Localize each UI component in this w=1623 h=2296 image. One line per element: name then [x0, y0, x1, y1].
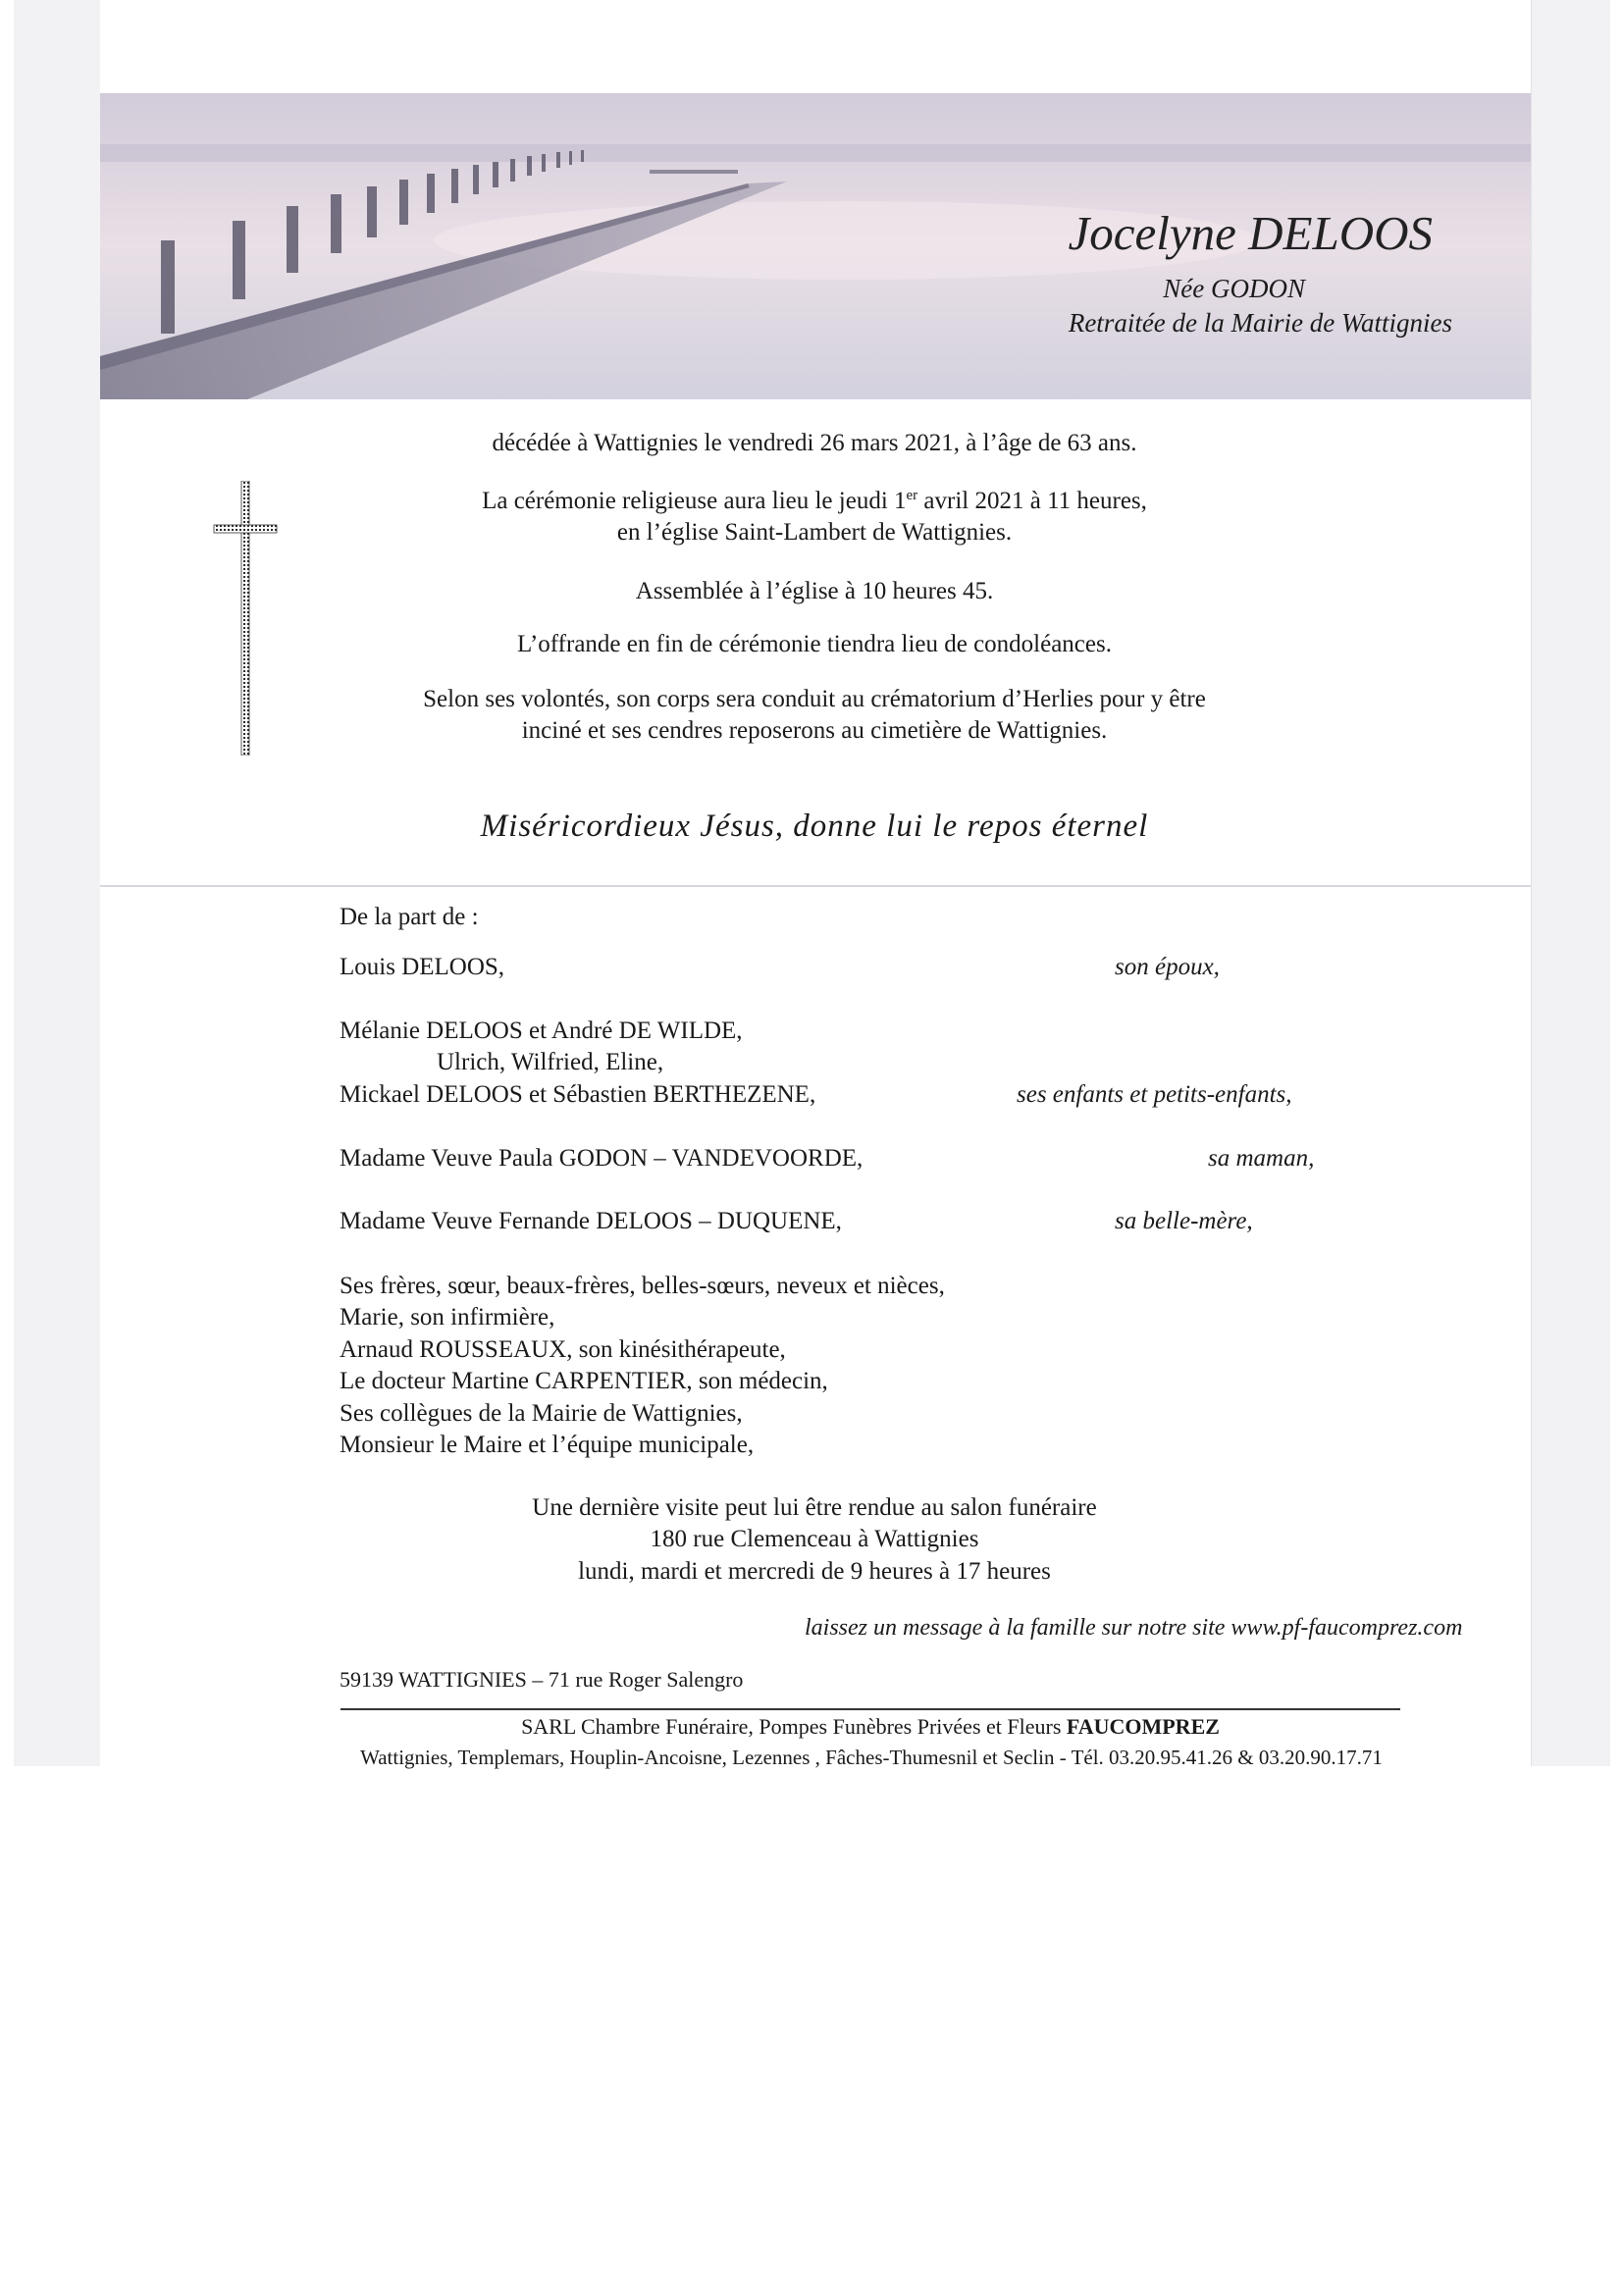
wishes-line-2: inciné et ses cendres reposerons au cimetière de Wattignies. — [521, 717, 1108, 744]
company-line — [340, 1713, 1400, 1741]
role-mother-in-law: sa belle-mère, — [1115, 1208, 1253, 1234]
ceremony-date-text: La cérémonie religieuse aura lieu le jeudi 1 — [482, 488, 907, 514]
wishes-line-1: Selon ses volontés, son corps sera conduit au crématorium d’Herlies pour y être — [423, 686, 1206, 712]
family-member-melanie: Mélanie DELOOS et André DE WILDE, — [340, 1018, 743, 1044]
family-others-line: Ses frères, sœur, beaux-frères, belles-sœurs, neveux et nièces, — [340, 1273, 945, 1299]
family-others-line: Ses collègues de la Mairie de Wattignies, — [340, 1400, 743, 1427]
company-name: FAUCOMPREZ — [1066, 1714, 1220, 1739]
family-member-paula: Madame Veuve Paula GODON – VANDEVOORDE, — [340, 1145, 864, 1172]
offering-line: L’offrande en fin de cérémonie tiendra lieu de condoléances. — [517, 631, 1112, 657]
maiden-name: Née GODON — [1163, 274, 1305, 303]
family-others-line: Marie, son infirmière, — [340, 1304, 555, 1331]
ordinal-suffix: er — [906, 488, 918, 503]
family-others-line: Arnaud ROUSSEAUX, son kinésithérapeute, — [340, 1336, 786, 1363]
deceased-name: Jocelyne DELOOS — [1068, 206, 1433, 260]
prayer-line: Miséricordieux Jésus, donne lui le repos éternel — [480, 809, 1149, 844]
cross-icon — [211, 481, 280, 756]
role-mother: sa maman, — [1208, 1145, 1315, 1172]
death-notice: décédée à Wattignies le vendredi 26 mars 2021, à l’âge de 63 ans. — [492, 430, 1137, 456]
ceremony-line-1 — [334, 486, 1295, 517]
family-member-fernande: Madame Veuve Fernande DELOOS – DUQUENE, — [340, 1208, 842, 1234]
family-member-louis: Louis DELOOS, — [340, 954, 505, 980]
footer-divider — [340, 1708, 1400, 1710]
company-description: SARL Chambre Funéraire, Pompes Funèbres Privées et Fleurs — [521, 1714, 1067, 1739]
company-towns-phone: Wattignies, Templemars, Houplin-Ancoisne, Lezennes , Fâches-Thumesnil et Seclin - Tél. 03.20.95.41.26 & 03.20.90.17.71 — [360, 1746, 1383, 1769]
visit-line-2: 180 rue Clemenceau à Wattignies — [650, 1526, 979, 1552]
ceremony-line-2: en l’église Saint-Lambert de Wattignies. — [616, 519, 1013, 546]
assembly-line: Assemblée à l’église à 10 heures 45. — [635, 578, 994, 604]
visit-line-3: lundi, mardi et mercredi de 9 heures à 17 heures — [578, 1558, 1051, 1585]
visit-line-1: Une dernière visite peut lui être rendue au salon funéraire — [532, 1494, 1097, 1521]
family-grandchildren: Ulrich, Wilfried, Eline, — [437, 1049, 664, 1075]
deceased-occupation: Retraitée de la Mairie de Wattignies — [1068, 308, 1452, 338]
role-children: ses enfants et petits-enfants, — [1017, 1081, 1292, 1108]
company-address: 59139 WATTIGNIES – 71 rue Roger Salengro — [340, 1667, 744, 1692]
family-intro: De la part de : — [340, 904, 479, 930]
paper-edge-left — [14, 0, 101, 1766]
role-spouse: son époux, — [1115, 954, 1220, 980]
family-member-mickael: Mickael DELOOS et Sébastien BERTHEZENE, — [340, 1081, 816, 1108]
family-others-line: Monsieur le Maire et l’équipe municipale, — [340, 1432, 755, 1458]
website-message: laissez un message à la famille sur notre site www.pf-faucomprez.com — [805, 1615, 1463, 1641]
family-others-line: Le docteur Martine CARPENTIER, son médecin, — [340, 1368, 828, 1394]
ceremony-time-text: avril 2021 à 11 heures, — [917, 488, 1147, 514]
fold-line — [100, 885, 1531, 887]
paper-edge-right — [1531, 0, 1610, 1766]
